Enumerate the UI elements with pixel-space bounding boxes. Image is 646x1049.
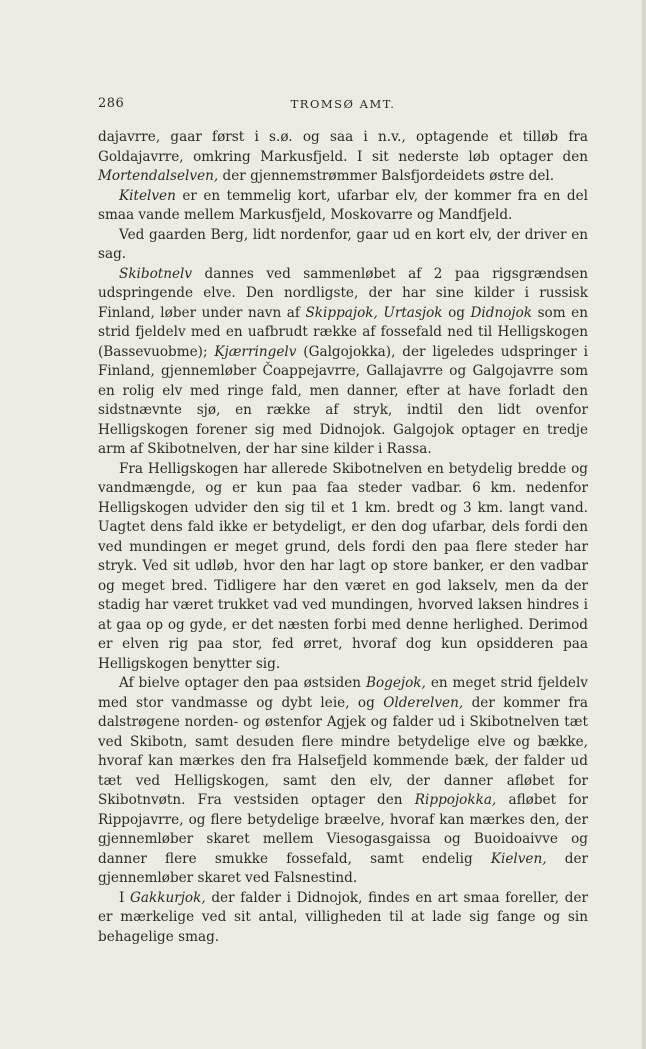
paragraph [98, 889, 588, 948]
text-run: en meget strid fjeldelv med stor vandmasse og dybt leie, og [98, 675, 588, 711]
italic-term: Didnojok [470, 304, 533, 321]
italic-term: Gakkurjok, [130, 889, 206, 906]
paragraph [98, 674, 588, 889]
text-run: er en temmelig kort, ufarbar elv, der kommer fra en del smaa vande mellem Markusfjeld, Moskovarre og Mandfjeld. [98, 187, 588, 223]
text-run: Fra Helligskogen har allerede Skibotnelven en betydelig bredde og vandmængde, og er kun paa faa steder vadbar. 6 km. nedenfor Helligskogen udvider den sig til et 1 km. bredt og 3 km. langt vand. Uagtet dens fald ikke er betydeligt, er den dog ufarbar, dels fordi den ved mundingen er meget grund, dels fordi den paa flere steder har stryk. Ved sit udløb, hvor den har lagt op store banker, er den vadbar og meget bred. Tidligere har den været en god lakselv, men da der stadig har været trukket vad ved mundingen, hvorved laksen hindres i at gaa op og gyde, er det næsten forbi med denne herlighed. Derimod er elven rig paa stor, fed ørret, hvoraf dog kun opsidderen paa Helligskogen benytter sig. [98, 460, 588, 672]
italic-term: Olderelven, [383, 694, 464, 711]
text-run: dannes ved sammenløbet af 2 paa rigsgrændsen udspringende elve. Den nordligste, der har sine kilder i russisk Finland, løber under navn af [98, 265, 588, 321]
page-header [98, 96, 588, 116]
running-title: TROMSØ AMT. [290, 97, 396, 111]
text-run: Ved gaarden Berg, lidt nordenfor, gaar ud en kort elv, der driver en sag. [98, 226, 588, 262]
text-run: der falder i Didnojok, findes en art smaa foreller, der er mærkelige ved sit antal, villigheden til at lade sig fange og sin behagelige smag. [98, 889, 588, 945]
text-run: der gjennemstrømmer Balsfjordeidets østre del. [218, 168, 555, 184]
text-run: I [119, 889, 131, 906]
paragraph [98, 226, 588, 265]
italic-term: Bogejok, [365, 675, 426, 691]
text-run: der kommer fra dalstrøgene norden- og østenfor Agjek og falder ud i Skibotnelven tæt ved Skibotn, samt desuden flere mindre betydelige elve og bække, hvoraf kan mærkes den fra Halsefjeld kommende bæk, der falder ud tæt ved Helligskogen, samt den elv, der danner afløbet for Skibotnvøtn. Fra vestsiden optager den [98, 694, 588, 808]
paragraph [98, 187, 588, 226]
body-text [98, 128, 588, 947]
italic-term: Rippojokka, [414, 792, 497, 808]
text-run: Af bielve optager den paa østsiden [119, 675, 366, 691]
text-run: der gjennemløber skaret ved Falsnestind. [98, 850, 588, 886]
paragraph [98, 265, 588, 460]
italic-term: Skippajok, Urtasjok [305, 304, 443, 321]
italic-term: Mortendalselven, [98, 168, 219, 184]
text-run: (Galgojokka), der ligeledes udspringer i Finland, gjennemløber Čoappejavrre, Gallajavrre og Galgojavrre som en rolig elv med ringe fald, men danner, efter at have forladt den sidstnævnte sjø, en række af stryk, indtil den lidt ovenfor Helligskogen forener sig med Didnojok. Galgojok optager en tredje arm af Skibotnelven, der har sine kilder i Rassa. [98, 343, 588, 457]
paragraph [98, 128, 588, 187]
italic-term: Kjærringelv [214, 343, 297, 360]
text-run: dajavrre, gaar først i s.ø. og saa i n.v., optagende et tilløb fra Goldajavrre, omkring Markusfjeld. I sit nederste løb optager den [98, 129, 588, 165]
text-run: og [442, 304, 471, 321]
italic-term: Skibotnelv [119, 265, 193, 282]
page-number: 286 [98, 96, 125, 111]
italic-term: Kielven, [490, 850, 547, 867]
page-edge [642, 0, 646, 1049]
page [98, 96, 588, 947]
italic-term: Kitelven [119, 187, 176, 204]
paragraph [98, 460, 588, 675]
text-run: afløbet for Rippojavrre, og flere betydelige bræelve, hvoraf kan mærkes den, der gjennemløber skaret mellem Viesogasgaissa og Buoidoaivve og danner flere smukke fossefald, samt endelig [98, 792, 589, 867]
text-run: som en strid fjeldelv med en uafbrudt række af fossefald ned til Helligskogen (Bassevuobme); [98, 304, 588, 360]
